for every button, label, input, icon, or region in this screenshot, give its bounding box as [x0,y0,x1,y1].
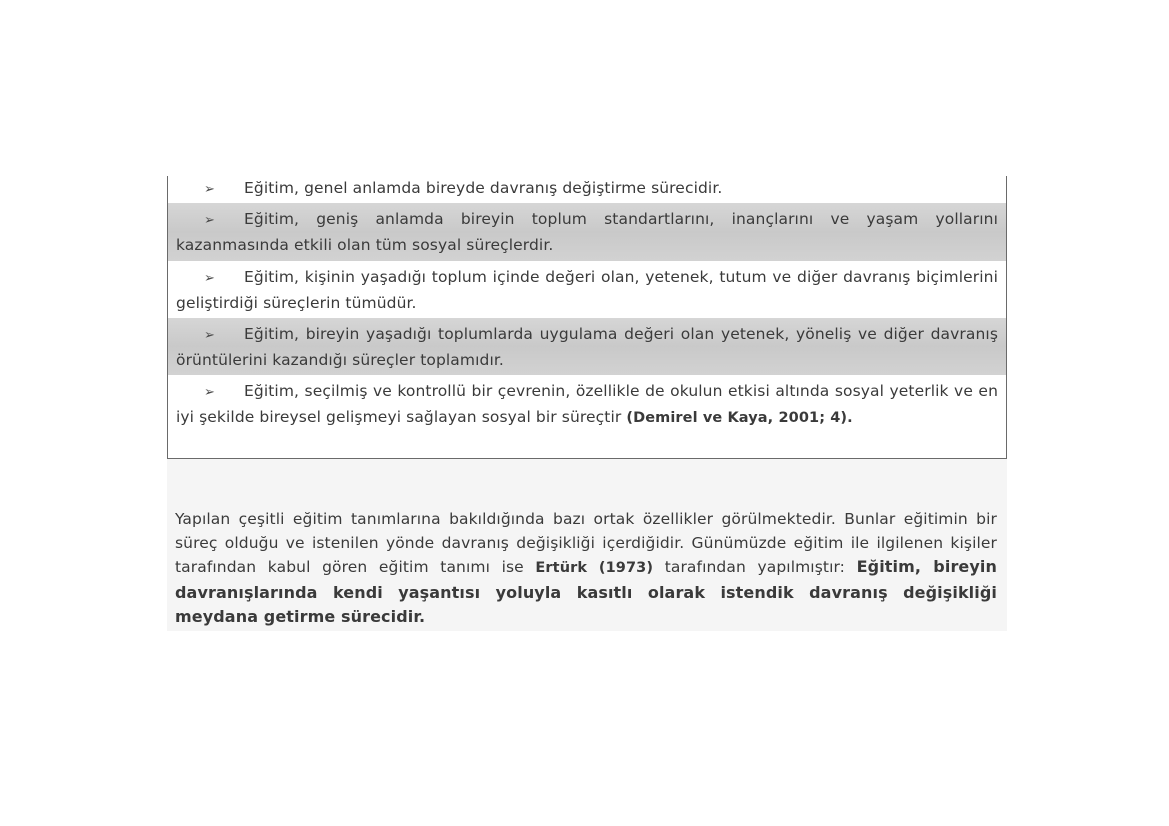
bullet-arrow-icon: ➢ [204,271,215,286]
definition-row [168,176,1006,203]
bullet-arrow-icon: ➢ [204,328,215,343]
definition-row [168,203,1006,261]
citation: (Demirel ve Kaya, 2001; 4). [626,410,853,426]
scanned-page-excerpt [167,176,1007,631]
definition-text: Eğitim, bireyin yaşadığı toplumlarda uygulama değeri olan yetenek, yöneliş ve diğer davranış örüntülerini kazandığı süreçler toplamıdır. [176,325,998,369]
bullet-arrow-icon: ➢ [204,213,215,228]
summary-paragraph [175,508,997,630]
definition-row [168,261,1006,318]
author-reference: Ertürk (1973) [535,560,654,576]
bullet-arrow-icon: ➢ [204,385,215,400]
bullet-arrow-icon: ➢ [204,182,215,197]
paragraph-text: tarafından yapılmıştır: [664,558,845,576]
paragraph-text: Yapılan çeşitli eğitim tanımlarına bakıldığında bazı ortak özellikler görülmektedir. Bunlar eğitimin bir süreç olduğu ve istenilen yönde davranış değişikliği içerdiğidir. Günümüzde eğitim ile ilgilenen kişiler tarafından kabul gören eğitim tanımı ise [175,510,997,576]
definition-row [168,375,1006,458]
definition-text: Eğitim, kişinin yaşadığı toplum içinde değeri olan, yetenek, tutum ve diğer davranış biçimlerini geliştirdiği süreçlerin tümüdür. [176,268,998,312]
definitions-box [167,176,1007,459]
definition-text: Eğitim, genel anlamda bireyde davranış değiştirme sürecidir. [244,179,723,197]
definition-text: Eğitim, geniş anlamda bireyin toplum standartlarını, inançlarını ve yaşam yollarını kazanmasında etkili olan tüm sosyal süreçlerdir. [176,210,998,254]
definition-emphasis: Eğitim, bireyin davranışlarında kendi yaşantısı yoluyla kasıtlı olarak istendik davranış değişikliği meydana getirme sürecidir. [175,557,997,626]
definition-text: Eğitim, seçilmiş ve kontrollü bir çevrenin, özellikle de okulun etkisi altında sosyal yeterlik ve en iyi şekilde bireysel gelişmeyi sağlayan sosyal bir süreçtir [176,382,998,426]
definition-row [168,318,1006,375]
